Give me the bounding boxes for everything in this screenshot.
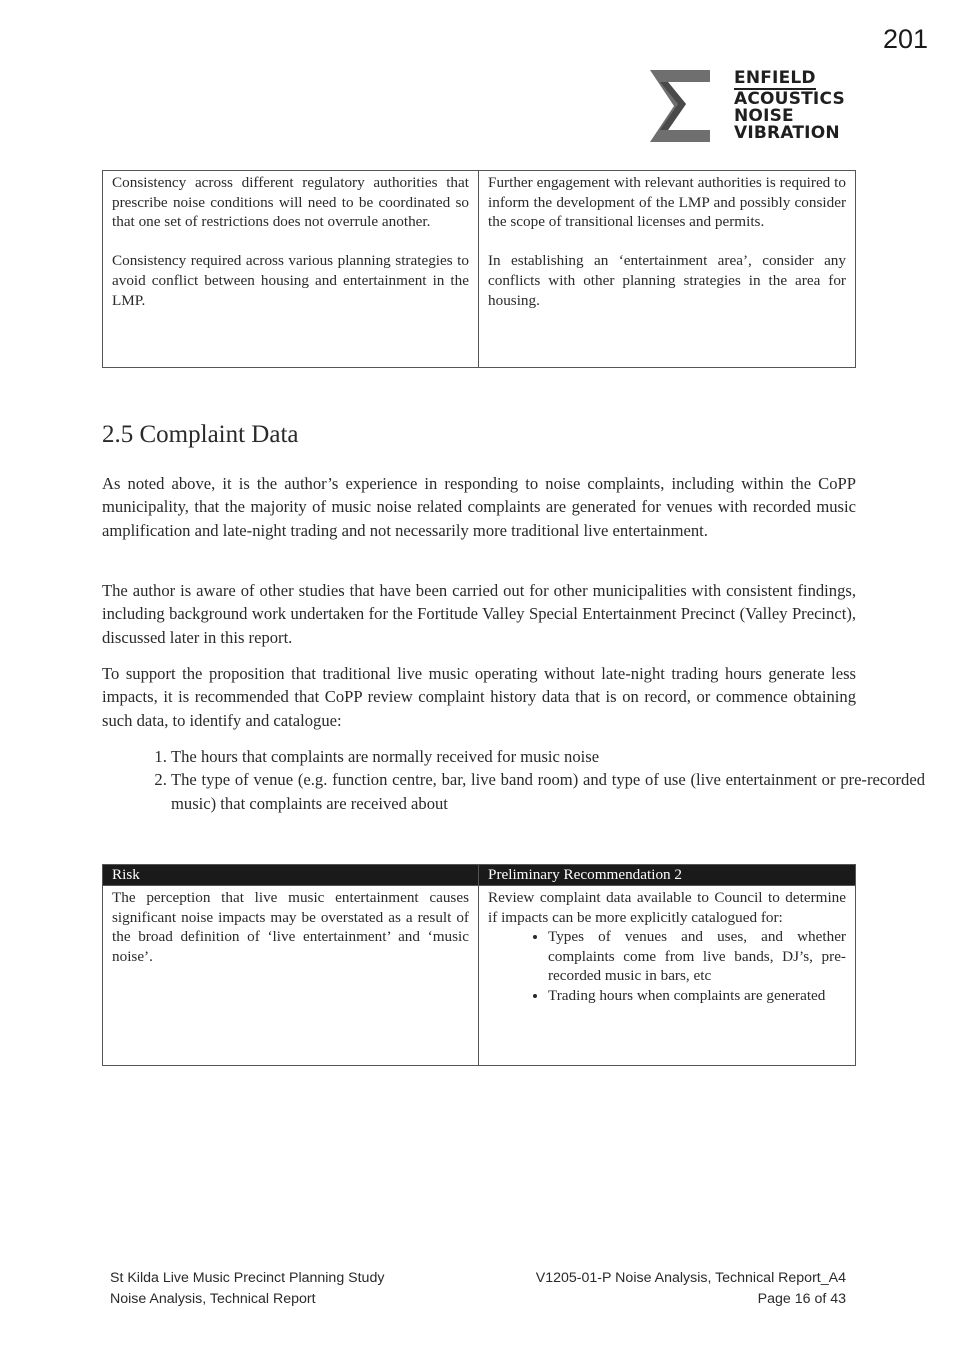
body-paragraph-3 — [102, 662, 856, 732]
footer-page-of: Page 16 of 43 — [757, 1291, 846, 1307]
logo-line-vibration: VIBRATION — [734, 123, 840, 143]
issues-cell-right — [479, 171, 856, 368]
footer-document-ref: V1205-01-P Noise Analysis, Technical Report_A4 — [535, 1270, 846, 1286]
logo-line-noise: NOISE — [734, 106, 794, 126]
issues-cell-left — [103, 171, 479, 368]
body-paragraph-1 — [102, 472, 856, 542]
logo-line-acoustics: ACOUSTICS — [734, 89, 845, 109]
footer-study-title: St Kilda Live Music Precinct Planning Study — [110, 1270, 385, 1286]
recommendation-intro: Review complaint data available to Council to determine if impacts can be more explicitly catalogued for: — [488, 889, 846, 926]
paragraph-text: To support the proposition that traditional live music operating without late-night trading hours generate less impacts, it is recommended that CoPP review complaint history data that is on record, or commence obtaining such data, to identify and catalogue: — [102, 664, 856, 730]
recommendation-cell — [479, 886, 856, 1066]
issue-consistency-regulatory: Consistency across different regulatory authorities that prescribe noise conditions will need to be coordinated so that one set of restrictions does not overrule another. — [112, 174, 469, 231]
response-further-engagement: Further engagement with relevant authorities is required to inform the development of the LMP and possibly consider the scope of transitional licenses and permits. — [488, 174, 846, 231]
list-item: • Trading hours when complaints are generated — [548, 986, 846, 1006]
paragraph-text: The author is aware of other studies that have been carried out for other municipalities with consistent findings, including background work undertaken for the Fortitude Valley Special Entertainment Precinct (Valley Precinct), discussed later in this report. — [102, 581, 856, 647]
paragraph-text: As noted above, it is the author’s experience in responding to noise complaints, including within the CoPP municipality, that the majority of music noise related complaints are generated for venues with recorded music amplification and late-night trading and not necessarily more traditional live entertainment. — [102, 474, 856, 540]
recommendation-bullets — [488, 927, 846, 1005]
footer-right — [536, 1268, 846, 1310]
list-item: 2. The type of venue (e.g. function centre, bar, live band room) and type of use (live entertainment or pre-recorded music) that complaints are received about — [171, 768, 925, 815]
footer-report-title: Noise Analysis, Technical Report — [110, 1291, 316, 1307]
sigma-logo-icon — [646, 68, 726, 144]
footer-left — [110, 1268, 384, 1310]
page-number: 201 — [882, 24, 928, 54]
logo-wordmark — [734, 70, 845, 142]
risk-recommendation-table — [102, 864, 856, 1066]
enfield-acoustics-logo — [646, 68, 846, 148]
list-item: • Types of venues and uses, and whether complaints come from live bands, DJ’s, pre-recorded music in bars, etc — [548, 927, 846, 986]
logo-line-enfield: ENFIELD — [734, 68, 816, 88]
risk-cell — [103, 886, 479, 1066]
section-heading: 2.5 Complaint Data — [102, 421, 299, 448]
risk-header: Risk — [103, 865, 479, 886]
catalogue-list — [102, 745, 925, 815]
issues-table — [102, 170, 856, 368]
issue-consistency-planning: Consistency required across various planning strategies to avoid conflict between housing and entertainment in the LMP. — [112, 252, 469, 309]
response-entertainment-area: In establishing an ‘entertainment area’, consider any conflicts with other planning strategies in the area for housing. — [488, 252, 846, 309]
list-item: 1. The hours that complaints are normally received for music noise — [171, 745, 925, 768]
risk-text: The perception that live music entertainment causes significant noise impacts may be overstated as a result of the broad definition of ‘live entertainment’ and ‘music noise’. — [112, 889, 469, 965]
recommendation-header: Preliminary Recommendation 2 — [479, 865, 856, 886]
body-paragraph-2 — [102, 579, 856, 649]
